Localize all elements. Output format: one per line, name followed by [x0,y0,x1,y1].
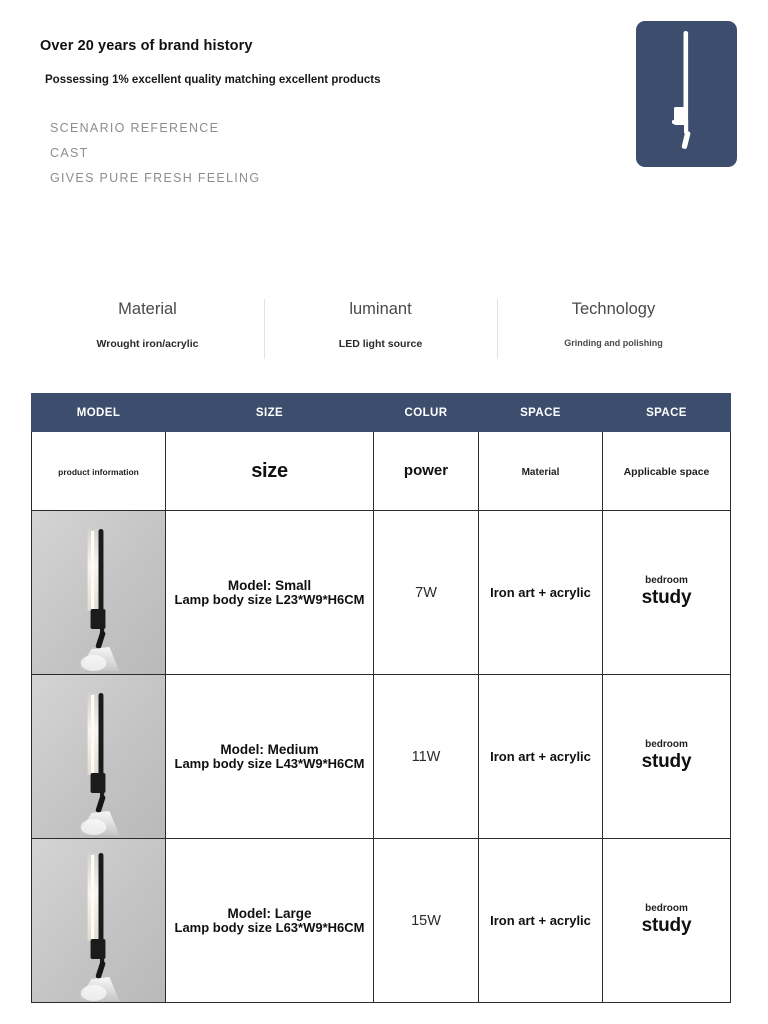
table-subheader-row [32,432,731,511]
product-photo-cell [32,675,166,839]
product-material-cell [479,839,603,1003]
product-model-dimensions: Lamp body size L43*W9*H6CM [174,755,365,771]
header-text-block [40,38,600,191]
feature-technology-title: Technology [571,300,656,318]
wall-lamp-product-photo [32,675,165,838]
product-photo-cell [32,511,166,675]
subheader-size-label: size [251,459,288,482]
subheader-space-label: Applicable space [623,466,710,478]
product-model-dimensions: Lamp body size L63*W9*H6CM [174,919,365,935]
wall-lamp-product-photo [32,511,165,674]
product-space-cell [603,839,731,1003]
wall-lamp-silhouette-icon [636,21,737,167]
product-material-value: Iron art + acrylic [490,584,591,600]
product-space-primary: study [641,915,692,937]
subheader-material [479,432,603,511]
product-power-cell [374,839,479,1003]
brand-logo-box [636,21,737,167]
caption-line-1: SCENARIO REFERENCE [50,121,220,136]
column-header-space1: SPACE [479,394,603,432]
product-material-value: Iron art + acrylic [490,748,591,764]
caption-line-2: CAST [50,146,89,161]
table-row [32,839,731,1003]
subheader-power [374,432,479,511]
table-row [32,675,731,839]
product-model-name: Model: Medium [220,741,319,757]
feature-technology [497,297,730,359]
product-spec-table [31,393,731,1003]
column-header-space2: SPACE [603,394,731,432]
product-size-cell [166,675,374,839]
product-power-cell [374,675,479,839]
table-header-row [32,394,731,432]
page-subheadline: Possessing 1% excellent quality matching excellent products [45,74,381,87]
column-header-model: MODEL [32,394,166,432]
product-material-cell [479,675,603,839]
column-header-size: SIZE [166,394,374,432]
caption-line-3: GIVES PURE FRESH FEELING [50,171,261,186]
product-space-secondary: bedroom [645,739,688,751]
product-space-cell [603,511,731,675]
feature-strip [31,297,730,359]
product-space-secondary: bedroom [645,903,688,915]
product-model-name: Model: Large [227,905,312,921]
feature-luminant [264,297,497,359]
product-power-cell [374,511,479,675]
subheader-product-information [32,432,166,511]
caption-list [40,88,600,191]
feature-luminant-value: LED light source [338,337,423,350]
lamp-photo-graphic [32,511,165,674]
feature-material-value: Wrought iron/acrylic [96,337,199,350]
feature-material-title: Material [118,300,177,318]
product-power-value: 15W [411,912,441,929]
product-size-cell [166,839,374,1003]
subheader-power-label: power [403,462,449,479]
product-photo-cell [32,839,166,1003]
product-model-dimensions: Lamp body size L23*W9*H6CM [174,591,365,607]
subheader-model-label: product information [58,467,139,477]
product-space-cell [603,675,731,839]
product-space-secondary: bedroom [645,575,688,587]
feature-luminant-title: luminant [349,300,412,318]
product-material-cell [479,511,603,675]
subheader-material-label: Material [521,467,560,478]
product-size-cell [166,511,374,675]
subheader-applicable-space [603,432,731,511]
product-power-value: 7W [415,584,437,601]
lamp-photo-graphic [32,839,165,1002]
lamp-photo-graphic [32,675,165,838]
product-space-primary: study [641,751,692,773]
page-headline: Over 20 years of brand history [40,38,253,54]
product-space-primary: study [641,587,692,609]
table-row [32,511,731,675]
feature-technology-value: Grinding and polishing [564,337,663,348]
subheader-size [166,432,374,511]
product-material-value: Iron art + acrylic [490,912,591,928]
product-model-name: Model: Small [227,577,312,593]
column-header-colour: COLUR [374,394,479,432]
product-power-value: 11W [411,748,441,765]
feature-material [31,297,264,359]
wall-lamp-product-photo [32,839,165,1002]
